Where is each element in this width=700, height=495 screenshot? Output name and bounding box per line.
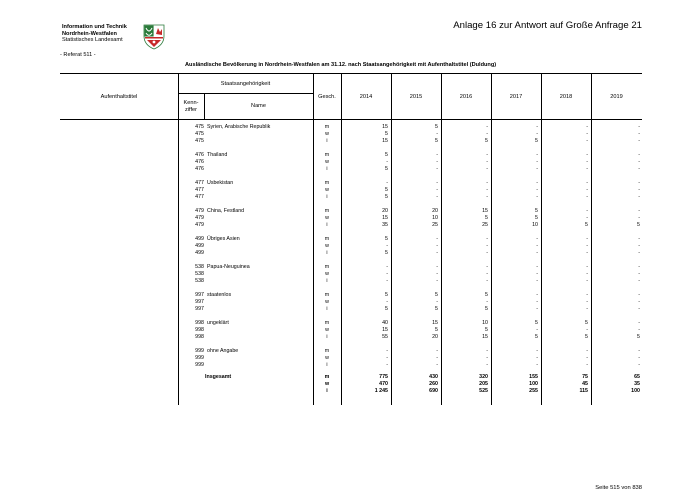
cell-value-2016: - xyxy=(486,249,488,256)
cell-value-2018: - xyxy=(586,208,588,214)
cell-value-2014: - xyxy=(386,264,388,270)
row-geschlecht: i xyxy=(326,249,328,256)
cell-value-2018: - xyxy=(586,354,588,361)
row-kennziffer: 997 xyxy=(195,298,204,305)
cell-value-2015: 20 xyxy=(432,333,438,340)
cell-value-2017: - xyxy=(536,180,538,186)
row-country-name: staatenlos xyxy=(207,292,232,298)
total-value-2019: 65 xyxy=(634,374,640,380)
cell-value-2017: - xyxy=(536,264,538,270)
total-geschlecht: m xyxy=(324,374,330,380)
total-value-2015: 690 xyxy=(429,387,438,394)
cell-value-2019: - xyxy=(638,298,640,305)
row-kennziffer: 998 xyxy=(195,326,204,333)
total-value-2016: 320 xyxy=(479,374,488,380)
cell-value-2016: - xyxy=(486,130,488,137)
cell-value-2019: - xyxy=(638,292,640,298)
row-geschlecht: i xyxy=(326,333,328,340)
row-kennziffer: 499 xyxy=(195,242,204,249)
row-kennziffer: 479 xyxy=(195,214,204,221)
page-number: Seite 515 von 838 xyxy=(595,485,642,491)
cell-value-2016: - xyxy=(486,152,488,158)
row-kennziffer: 997 xyxy=(195,305,204,312)
cell-value-2019: - xyxy=(638,270,640,277)
row-kennziffer: 477 xyxy=(195,180,204,186)
cell-value-2018: - xyxy=(586,152,588,158)
cell-value-2018: - xyxy=(586,193,588,200)
cell-value-2017: - xyxy=(536,242,538,249)
cell-value-2016: - xyxy=(486,298,488,305)
cell-value-2014: 5 xyxy=(385,292,388,298)
cell-value-2017: - xyxy=(536,193,538,200)
table-title: Ausländische Bevölkerung in Nordrhein-Westfalen am 31.12. nach Staatsangehörigkeit mit Aufenthaltstitel (Duldung) xyxy=(185,62,497,68)
org-name-line2: Nordrhein-Westfalen xyxy=(62,30,117,37)
total-value-2016: 205 xyxy=(479,380,488,387)
row-geschlecht: m xyxy=(324,264,330,270)
row-kennziffer: 999 xyxy=(195,361,204,368)
row-geschlecht: i xyxy=(326,193,328,200)
cell-value-2017: - xyxy=(536,361,538,368)
row-kennziffer: 479 xyxy=(195,208,204,214)
cell-value-2017: - xyxy=(536,152,538,158)
cell-value-2018: - xyxy=(586,214,588,221)
cell-value-2017: - xyxy=(536,130,538,137)
cell-value-2015: 20 xyxy=(432,208,438,214)
row-geschlecht: w xyxy=(325,298,329,305)
cell-value-2015: - xyxy=(436,158,438,165)
total-value-2014: 1 245 xyxy=(374,387,388,394)
cell-value-2017: 5 xyxy=(535,320,538,326)
cell-value-2014: 5 xyxy=(385,236,388,242)
row-geschlecht: w xyxy=(325,270,329,277)
cell-value-2016: 15 xyxy=(482,333,488,340)
total-value-2016: 525 xyxy=(479,387,488,394)
cell-value-2019: - xyxy=(638,354,640,361)
cell-value-2016: - xyxy=(486,277,488,284)
cell-value-2015: - xyxy=(436,236,438,242)
cell-value-2014: - xyxy=(386,242,388,249)
cell-value-2015: - xyxy=(436,180,438,186)
cell-value-2014: 55 xyxy=(382,333,388,340)
cell-value-2015: - xyxy=(436,348,438,354)
cell-value-2018: - xyxy=(586,249,588,256)
document-annex-title: Anlage 16 zur Antwort auf Große Anfrage 21 xyxy=(453,20,642,31)
header-year-2018: 2018 xyxy=(559,94,573,100)
row-kennziffer: 476 xyxy=(195,152,204,158)
cell-value-2016: - xyxy=(486,264,488,270)
row-kennziffer: 998 xyxy=(195,320,204,326)
cell-value-2016: 5 xyxy=(485,326,488,333)
cell-value-2014: 15 xyxy=(382,124,388,130)
cell-value-2018: - xyxy=(586,264,588,270)
row-geschlecht: w xyxy=(325,242,329,249)
cell-value-2015: - xyxy=(436,193,438,200)
cell-value-2017: - xyxy=(536,158,538,165)
cell-value-2016: 5 xyxy=(485,137,488,144)
cell-value-2014: - xyxy=(386,158,388,165)
row-kennziffer: 538 xyxy=(195,277,204,284)
org-name-line1: Information und Technik xyxy=(62,24,127,30)
cell-value-2019: - xyxy=(638,361,640,368)
row-geschlecht: i xyxy=(326,361,328,368)
referat-label: - Referat 511 - xyxy=(60,52,96,58)
total-label: Insgesamt xyxy=(205,374,232,380)
row-geschlecht: w xyxy=(325,214,329,221)
cell-value-2014: 5 xyxy=(385,186,388,193)
row-country-name: ungeklärt xyxy=(207,320,229,326)
cell-value-2019: - xyxy=(638,137,640,144)
cell-value-2014: 15 xyxy=(382,137,388,144)
header-kennziffer-line2: ziffer xyxy=(184,107,198,113)
cell-value-2018: - xyxy=(586,124,588,130)
header-year-2016: 2016 xyxy=(459,94,473,100)
cell-value-2015: - xyxy=(436,130,438,137)
row-geschlecht: m xyxy=(324,292,330,298)
header-year-2017: 2017 xyxy=(509,94,523,100)
cell-value-2019: - xyxy=(638,152,640,158)
total-value-2017: 255 xyxy=(529,387,538,394)
cell-value-2019: - xyxy=(638,180,640,186)
cell-value-2017: - xyxy=(536,165,538,172)
cell-value-2016: - xyxy=(486,354,488,361)
row-geschlecht: i xyxy=(326,277,328,284)
cell-value-2018: - xyxy=(586,292,588,298)
cell-value-2019: - xyxy=(638,305,640,312)
cell-value-2015: - xyxy=(436,186,438,193)
cell-value-2019: - xyxy=(638,277,640,284)
cell-value-2017: 10 xyxy=(532,221,538,228)
cell-value-2015: 5 xyxy=(435,305,438,312)
cell-value-2017: - xyxy=(536,124,538,130)
cell-value-2014: - xyxy=(386,277,388,284)
cell-value-2017: - xyxy=(536,298,538,305)
row-geschlecht: i xyxy=(326,305,328,312)
row-geschlecht: m xyxy=(324,320,330,326)
cell-value-2015: 15 xyxy=(432,320,438,326)
cell-value-2018: - xyxy=(586,277,588,284)
cell-value-2018: 5 xyxy=(585,221,588,228)
total-value-2019: 35 xyxy=(634,380,640,387)
cell-value-2018: 5 xyxy=(585,333,588,340)
total-value-2014: 470 xyxy=(379,380,388,387)
cell-value-2019: - xyxy=(638,124,640,130)
cell-value-2017: - xyxy=(536,354,538,361)
cell-value-2016: - xyxy=(486,193,488,200)
cell-value-2019: - xyxy=(638,348,640,354)
row-kennziffer: 477 xyxy=(195,193,204,200)
total-value-2019: 100 xyxy=(631,387,640,394)
cell-value-2015: - xyxy=(436,165,438,172)
cell-value-2017: - xyxy=(536,305,538,312)
cell-value-2018: - xyxy=(586,137,588,144)
cell-value-2014: 15 xyxy=(382,214,388,221)
cell-value-2018: - xyxy=(586,186,588,193)
header-name: Name xyxy=(251,103,266,109)
row-geschlecht: w xyxy=(325,130,329,137)
row-geschlecht: w xyxy=(325,326,329,333)
row-kennziffer: 499 xyxy=(195,236,204,242)
cell-value-2015: - xyxy=(436,249,438,256)
total-value-2014: 775 xyxy=(379,374,388,380)
row-kennziffer: 998 xyxy=(195,333,204,340)
header-geschlecht: Gesch. xyxy=(318,94,336,100)
cell-value-2016: 25 xyxy=(482,221,488,228)
row-country-name: Usbekistan xyxy=(207,180,234,186)
row-geschlecht: m xyxy=(324,124,330,130)
total-value-2018: 75 xyxy=(582,374,588,380)
cell-value-2014: 5 xyxy=(385,165,388,172)
row-kennziffer: 538 xyxy=(195,264,204,270)
cell-value-2019: - xyxy=(638,208,640,214)
cell-value-2017: - xyxy=(536,277,538,284)
cell-value-2014: 35 xyxy=(382,221,388,228)
row-kennziffer: 999 xyxy=(195,354,204,361)
cell-value-2015: - xyxy=(436,298,438,305)
cell-value-2017: - xyxy=(536,270,538,277)
row-geschlecht: i xyxy=(326,165,328,172)
row-geschlecht: i xyxy=(326,221,328,228)
row-kennziffer: 475 xyxy=(195,130,204,137)
cell-value-2014: 20 xyxy=(382,208,388,214)
cell-value-2014: - xyxy=(386,270,388,277)
cell-value-2014: - xyxy=(386,298,388,305)
cell-value-2016: - xyxy=(486,361,488,368)
row-geschlecht: m xyxy=(324,236,330,242)
cell-value-2019: - xyxy=(638,193,640,200)
cell-value-2015: - xyxy=(436,264,438,270)
cell-value-2019: 5 xyxy=(637,333,640,340)
cell-value-2015: - xyxy=(436,277,438,284)
cell-value-2018: - xyxy=(586,242,588,249)
cell-value-2018: 5 xyxy=(585,320,588,326)
header-year-2019: 2019 xyxy=(610,94,623,100)
cell-value-2018: - xyxy=(586,348,588,354)
cell-value-2018: - xyxy=(586,298,588,305)
total-geschlecht: w xyxy=(324,380,330,387)
org-name-line3: Statistisches Landesamt xyxy=(62,37,123,44)
cell-value-2014: - xyxy=(386,180,388,186)
cell-value-2016: 5 xyxy=(485,214,488,221)
cell-value-2017: 5 xyxy=(535,208,538,214)
header-kennziffer-line1: Kenn- xyxy=(183,100,199,106)
cell-value-2017: - xyxy=(536,249,538,256)
cell-value-2019: - xyxy=(638,264,640,270)
row-geschlecht: m xyxy=(324,180,330,186)
cell-value-2015: 5 xyxy=(435,137,438,144)
cell-value-2016: - xyxy=(486,124,488,130)
cell-value-2016: 10 xyxy=(482,320,488,326)
cell-value-2018: - xyxy=(586,270,588,277)
total-value-2015: 430 xyxy=(429,374,438,380)
cell-value-2016: - xyxy=(486,165,488,172)
cell-value-2016: - xyxy=(486,236,488,242)
cell-value-2015: 5 xyxy=(435,124,438,130)
row-kennziffer: 475 xyxy=(195,137,204,144)
cell-value-2019: - xyxy=(638,326,640,333)
cell-value-2016: 5 xyxy=(485,292,488,298)
cell-value-2015: 10 xyxy=(432,214,438,221)
cell-value-2018: - xyxy=(586,326,588,333)
cell-value-2019: - xyxy=(638,214,640,221)
total-value-2018: 45 xyxy=(582,380,588,387)
row-kennziffer: 499 xyxy=(195,249,204,256)
row-geschlecht: w xyxy=(325,158,329,165)
cell-value-2019: - xyxy=(638,249,640,256)
cell-value-2019: - xyxy=(638,158,640,165)
cell-value-2019: - xyxy=(638,186,640,193)
cell-value-2017: - xyxy=(536,186,538,193)
cell-value-2015: 25 xyxy=(432,221,438,228)
cell-value-2016: 15 xyxy=(482,208,488,214)
total-value-2017: 100 xyxy=(529,380,538,387)
row-kennziffer: 477 xyxy=(195,186,204,193)
row-country-name: China, Festland xyxy=(207,208,245,214)
row-country-name: ohne Angabe xyxy=(207,348,239,354)
row-kennziffer: 479 xyxy=(195,221,204,228)
total-value-2017: 155 xyxy=(529,374,538,380)
row-geschlecht: m xyxy=(324,152,330,158)
cell-value-2018: - xyxy=(586,236,588,242)
cell-value-2016: - xyxy=(486,242,488,249)
row-geschlecht: w xyxy=(325,186,329,193)
cell-value-2018: - xyxy=(586,165,588,172)
cell-value-2016: - xyxy=(486,180,488,186)
cell-value-2014: 5 xyxy=(385,130,388,137)
cell-value-2014: 5 xyxy=(385,193,388,200)
cell-value-2017: - xyxy=(536,348,538,354)
row-kennziffer: 476 xyxy=(195,165,204,172)
cell-value-2019: - xyxy=(638,165,640,172)
cell-value-2019: 5 xyxy=(637,221,640,228)
cell-value-2017: 5 xyxy=(535,333,538,340)
cell-value-2014: - xyxy=(386,348,388,354)
cell-value-2014: 5 xyxy=(385,305,388,312)
header-staatsangehoerigkeit: Staatsangehörigkeit xyxy=(220,81,271,87)
total-geschlecht: i xyxy=(326,387,328,394)
cell-value-2016: - xyxy=(486,270,488,277)
cell-value-2016: - xyxy=(486,348,488,354)
row-country-name: Thailand xyxy=(207,152,228,158)
cell-value-2015: - xyxy=(436,242,438,249)
cell-value-2017: 5 xyxy=(535,214,538,221)
cell-value-2018: - xyxy=(586,130,588,137)
cell-value-2019: - xyxy=(638,320,640,326)
cell-value-2016: 5 xyxy=(485,305,488,312)
cell-value-2018: - xyxy=(586,361,588,368)
cell-value-2015: - xyxy=(436,270,438,277)
row-kennziffer: 997 xyxy=(195,292,204,298)
header-year-2014: 2014 xyxy=(359,94,373,100)
cell-value-2014: 15 xyxy=(382,326,388,333)
cell-value-2019: - xyxy=(638,236,640,242)
cell-value-2018: - xyxy=(586,180,588,186)
cell-value-2016: - xyxy=(486,186,488,193)
row-kennziffer: 999 xyxy=(195,348,204,354)
cell-value-2018: - xyxy=(586,158,588,165)
cell-value-2017: - xyxy=(536,292,538,298)
row-kennziffer: 476 xyxy=(195,158,204,165)
cell-value-2014: 5 xyxy=(385,249,388,256)
total-value-2018: 115 xyxy=(579,387,588,394)
row-geschlecht: i xyxy=(326,137,328,144)
cell-value-2016: - xyxy=(486,158,488,165)
row-country-name: Syrien, Arabische Republik xyxy=(207,124,271,130)
cell-value-2017: - xyxy=(536,236,538,242)
row-geschlecht: w xyxy=(325,354,329,361)
cell-value-2015: - xyxy=(436,152,438,158)
cell-value-2019: - xyxy=(638,242,640,249)
cell-value-2015: 5 xyxy=(435,326,438,333)
cell-value-2018: - xyxy=(586,305,588,312)
row-geschlecht: m xyxy=(324,208,330,214)
row-geschlecht: m xyxy=(324,348,330,354)
cell-value-2014: 5 xyxy=(385,152,388,158)
row-kennziffer: 538 xyxy=(195,270,204,277)
cell-value-2015: - xyxy=(436,354,438,361)
cell-value-2014: - xyxy=(386,354,388,361)
row-country-name: Übriges Asien xyxy=(207,236,240,242)
row-kennziffer: 475 xyxy=(195,124,204,130)
cell-value-2014: - xyxy=(386,361,388,368)
cell-value-2014: 40 xyxy=(382,320,388,326)
cell-value-2019: - xyxy=(638,130,640,137)
header-aufenthaltstitel: Aufenthaltstitel xyxy=(100,94,138,100)
total-value-2015: 260 xyxy=(429,380,438,387)
cell-value-2015: - xyxy=(436,361,438,368)
cell-value-2015: 5 xyxy=(435,292,438,298)
cell-value-2017: 5 xyxy=(535,137,538,144)
row-country-name: Papua-Neuguinea xyxy=(207,264,250,270)
header-year-2015: 2015 xyxy=(409,94,423,100)
cell-value-2017: - xyxy=(536,326,538,333)
